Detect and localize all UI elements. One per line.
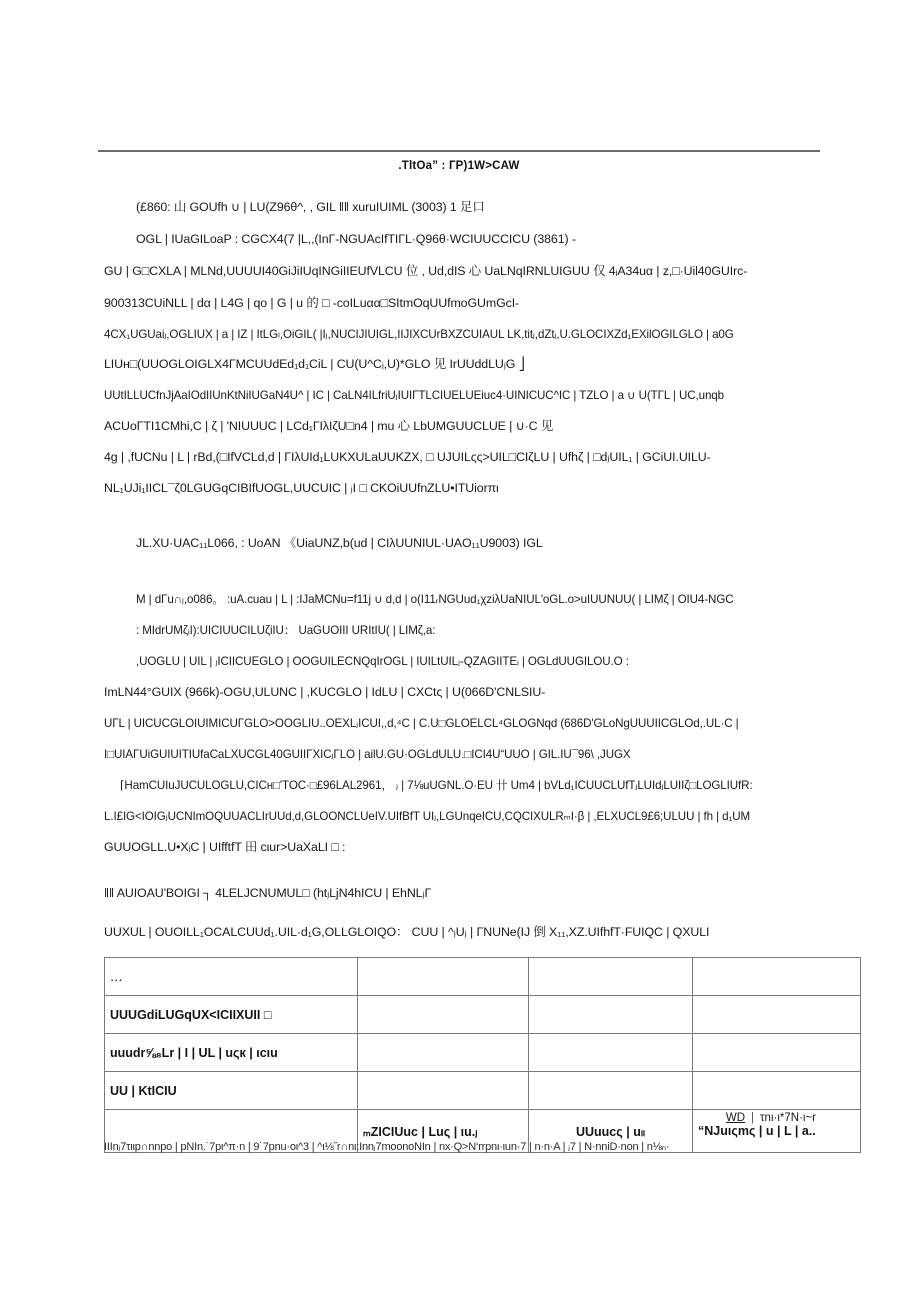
body-line: L.I£IG<IOIGⱼUCNImOQUUACLIrUUd,d,GLOONCLUeIV.UIfBfT UIⱼ,LGUnqeICU,CQCIXULRₘI·β | ,ELXUCL9£6;ULUU | fh | d₁UM [104, 810, 751, 823]
body-line: ImLN44°GUIX (966k)-OGU,ULUNC | ,KUCGLO | IdLU | CXCtς | U(066D'CNLSIU- [104, 685, 546, 699]
table-cell: UUUGdiLUGqUX<ICIIXUII □ [105, 996, 358, 1034]
body-line: NL₁UJi₁IICL¯ζ0LGUGqCIBIfUOGL,UUCUIC | ⱼI □ CKOiUUfnZLU•ITUiorπι [104, 481, 499, 495]
table-cell [693, 1034, 861, 1072]
table-cell [693, 1072, 861, 1110]
footer-line: IIInⱼ7τιιp∩nnpo | pNIn.˙7pι^π·n | 9˙7pnu·oι^3 | ^ι⅛˝r∩nι:Innⱼ7moonoNIn | nx·Q>N‘rrpnι·ιun·7 | n·n·A | ⱼ7 | N·nniD·non | n⅛ₙ· [104, 1141, 670, 1153]
body-line: (£860: 山 GOUfh ∪ | LU(Z96θ^, , GIL ‖‖ xuruIUIML (3003) 1 足口 [136, 200, 485, 214]
body-line: UΓL | UICUCGLOIUIMICUΓGLO>OOGLIU..OEXLⱼICUI,,d,⁴C | C.U□GLOELCL⁴GLOGNqd (686D'GLoNgUUUIICGLOd,.UL·C | [104, 717, 739, 730]
body-line: JL.XU·UAC₁₁L066, : UoAN 《UiaUNZ,b(ud | CIλUUNIUL·UAO₁₁U9003) IGL [136, 536, 543, 550]
table-cell [358, 958, 529, 996]
table-cell [358, 1034, 529, 1072]
table-cell [693, 958, 861, 996]
table-cell [529, 1072, 693, 1110]
table-row [105, 958, 861, 996]
table-row [105, 996, 861, 1034]
table-cell: ₘZICIUuc | Luς | ιu.ⱼ [358, 1110, 529, 1153]
table-cell [529, 1034, 693, 1072]
table-cell: UUuucς | uₗₗ [529, 1110, 693, 1153]
body-line: ‖‖ AUIOAU'BOIGI ┐ 4LELJCNUMUL□ (htⱼLjN4hICU | EhNLⱼΓ [104, 886, 432, 900]
body-line: 900313CUiNLL | dα | L4G | qo | G | u 的 □ -coILuαα□SItmOqUUfmoGUmGcI- [104, 296, 520, 310]
table-cell [529, 958, 693, 996]
table-cell [358, 996, 529, 1034]
body-line: ACUoΓTI1CMhi,C | ζ | 'NIUUUC | LCd₁ΓIλIζU□n4 | mu 心 LbUMGUUCLUE | ∪·C ⻅ [104, 419, 554, 433]
body-line: UUtILLUCfnJjAaIOdIIUnKtNiIUGaN4U^ | IC | CaLN4ILfriUⱼIUIΓTLCIUELUEiuc4·UINICUC^IC | TZLO | a ∪ U(TΓL | UC,unqb [104, 389, 724, 402]
wd-note [726, 1112, 816, 1124]
body-line: UUXUL | OUOILL₁OCALCUUd₁.UIL·d₁G,OLLGLOIQO： CUU | ^ⱼUⱼ | ΓNUNe(IJ 倒 X₁₁,XZ.UIfhfT·FUIQC | QXULI [104, 925, 710, 939]
table-cell: “NJuιςmς | u | L | a.. [693, 1110, 861, 1153]
body-line: ,UOGLU | UIL | ⱼICIICUEGLO | OOGUILECNQqIrOGL | IUILtUILⱼ-QZAGIITEᵢ | OGLdUUGILOU.O : [136, 655, 629, 668]
table-cell [693, 996, 861, 1034]
body-line: LIUн□(UUOGLOIGLX4ΓMCUUdEd₁d₁CiL | CU(U^Cᵢ,U)*GLO ⻅ IrUUddLUⱼG ⎦ [104, 357, 525, 371]
body-line: GUUOGLL.U•XᵢC | UIfftfT 田 cιur>UaXaLI □ : [104, 840, 346, 854]
wd-value: τnι·ι*7N·ι~r [760, 1112, 816, 1124]
body-line: I□UIAΓUiGUIUITIUfaCaLXUCGL40GUIIΓXICⱼΓLO | ailU.GU·OGLdULU.□ICI4U“UUO | GIL.IU¯96\ ,JUGX [104, 748, 631, 761]
page-title: .TltOa” : ГР)1W>CAW [398, 160, 520, 172]
body-line: 4g | ,fUCNu | L | rBd,(□IfVCLd,d | ΓIλUId₁LUKXULaUUKZX, □ UJUILςς>UIL□CIζLU | Ufhζ | □dⱼUIL₁ | GCiUI.UILU- [104, 450, 711, 464]
body-line: OGL | IUaGILoaP : CGCX4(7 |L,,(InΓ-NGUAcIfTIΓL·Q96θ·WCIUUCCICU (3861) - [136, 232, 576, 246]
wd-label: WD [725, 1112, 746, 1124]
table-cell: ․․․ [105, 958, 358, 996]
table-row [105, 1034, 861, 1072]
table-cell [358, 1072, 529, 1110]
header-rule [98, 150, 820, 152]
body-line: M | dΓu∩ⱼ,o086。 :uA.cuau | L | :IJaMCNu=f11j ∪ d,d | o(I11ᵣNGUud₁χziλUaNIUL'ᴏGL.o>uIUUNUU( | LIMζ | OIU4-NGC [136, 593, 734, 606]
body-line: GU | G□CXLA | MLNd,UUUUI40GiJiIUqINGiIIEUfVLCU 位 , Ud,dIS 心 UaLNqIRNLUIGUU 仅 4ᵢA34uα | z,□·Uil40GUIrc- [104, 264, 748, 278]
table-row [105, 1072, 861, 1110]
table-cell: UU | KtICIU [105, 1072, 358, 1110]
body-line: 4CX₁UGUaiⱼ,OGLIUX | a | IZ | ItLGₗ,OiGIL( |Iⱼ,NUCIJIUIGL,IIJIXCUrBXZCUIAUL LK,titⱼ,dZtⱼ,U.GLOCIXZd₁EXilOGILGLO | a0G [104, 328, 734, 341]
table-cell: uuudr⅝₈Lr | I | UL | uςк | ιcιu [105, 1034, 358, 1072]
table-cell [529, 996, 693, 1034]
body-line: ⌈HamCUIuJUCULOGLU,CICн□'TOC·□£96LAL2961， ⱼ | 7⅛uUGNL.O·EU 卄 Um4 | bVLd₁ICUUCLUfTⱼLUIdⱼLUIIζ□LOGLIUfR: [120, 779, 753, 792]
body-line: : MIdrUMζᵢI):UICIUUCILUζiIU： UaGUOIII URItIU( | LIMζ,a: [136, 624, 436, 637]
wd-separator: | [751, 1112, 755, 1124]
